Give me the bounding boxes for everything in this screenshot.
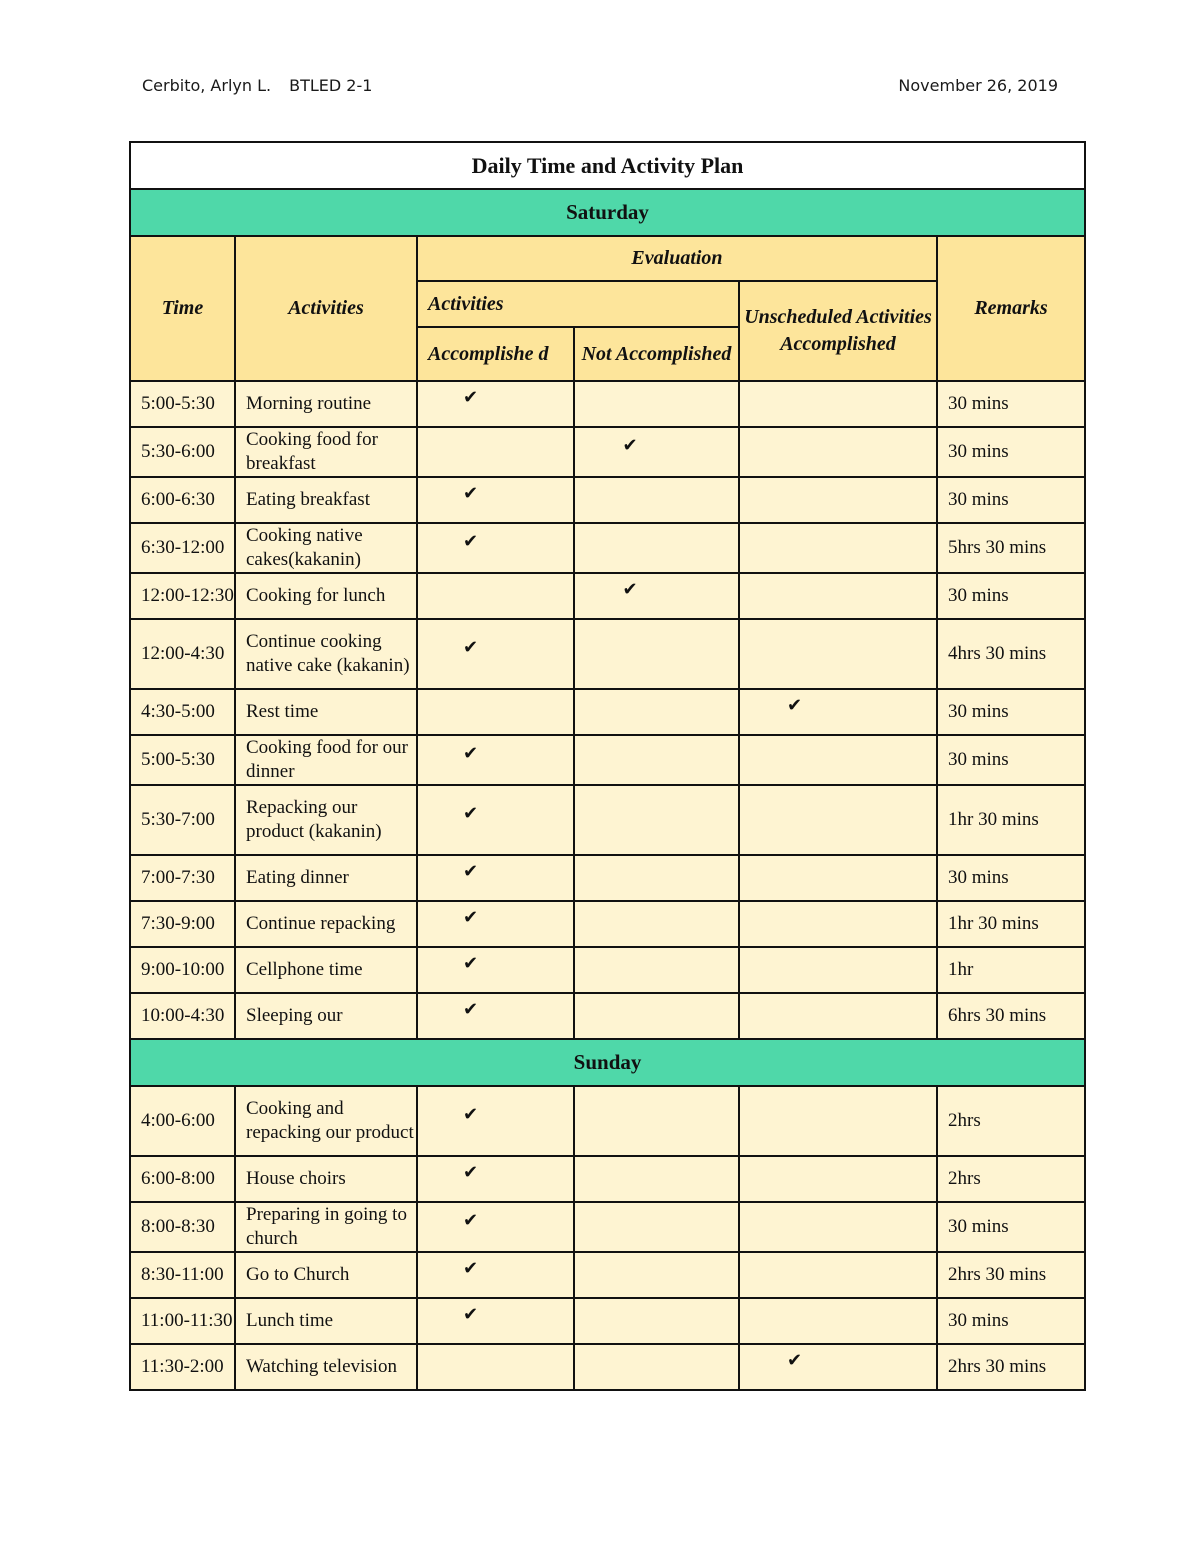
- remarks-cell: 5hrs 30 mins: [937, 523, 1085, 573]
- day-label: Sunday: [130, 1039, 1085, 1086]
- unscheduled-cell: [739, 1252, 937, 1298]
- not-accomplished-header: Not Accomplished: [574, 327, 739, 381]
- table-title: Daily Time and Activity Plan: [130, 142, 1085, 189]
- table-row: [130, 573, 1085, 619]
- accomplished-cell: [417, 1156, 574, 1202]
- table-row: [130, 1344, 1085, 1390]
- not-accomplished-cell: [574, 1086, 739, 1156]
- check-mark-icon: ✔: [462, 1162, 479, 1183]
- check-mark-icon: ✔: [462, 953, 479, 974]
- accomplished-cell: [417, 735, 574, 785]
- time-cell: 8:30-11:00: [130, 1252, 235, 1298]
- activity-cell: Cooking and repacking our product: [235, 1086, 417, 1156]
- activity-cell: Eating breakfast: [235, 477, 417, 523]
- not-accomplished-cell: [574, 735, 739, 785]
- not-accomplished-cell: [574, 785, 739, 855]
- remarks-cell: 30 mins: [937, 477, 1085, 523]
- table-row: [130, 947, 1085, 993]
- student-name: Cerbito, Arlyn L.: [142, 76, 272, 95]
- check-mark-icon: ✔: [462, 803, 479, 824]
- eval-activities-header: Activities: [417, 281, 739, 327]
- time-cell: 11:30-2:00: [130, 1344, 235, 1390]
- remarks-header: Remarks: [937, 236, 1085, 381]
- check-mark-icon: ✔: [622, 579, 638, 600]
- activities-header: Activities: [235, 236, 417, 381]
- unscheduled-cell: [739, 785, 937, 855]
- remarks-cell: 2hrs: [937, 1086, 1085, 1156]
- student-info: [142, 76, 372, 95]
- activity-cell: Eating dinner: [235, 855, 417, 901]
- time-cell: 12:00-4:30: [130, 619, 235, 689]
- check-mark-icon: ✔: [462, 1210, 479, 1231]
- not-accomplished-cell: [574, 689, 739, 735]
- check-mark-icon: ✔: [622, 435, 638, 456]
- remarks-cell: 2hrs 30 mins: [937, 1252, 1085, 1298]
- activity-cell: Preparing in going to church: [235, 1202, 417, 1252]
- unscheduled-cell: [739, 381, 937, 427]
- remarks-cell: 30 mins: [937, 1298, 1085, 1344]
- remarks-cell: 30 mins: [937, 573, 1085, 619]
- unscheduled-cell: [739, 619, 937, 689]
- check-mark-icon: ✔: [462, 861, 479, 882]
- unscheduled-header: Unscheduled Activities Accomplished: [739, 281, 937, 381]
- table-row: [130, 523, 1085, 573]
- remarks-cell: 1hr 30 mins: [937, 785, 1085, 855]
- table-row: [130, 689, 1085, 735]
- check-mark-icon: ✔: [462, 1258, 479, 1279]
- unscheduled-cell: [739, 855, 937, 901]
- not-accomplished-cell: [574, 1344, 739, 1390]
- time-cell: 4:00-6:00: [130, 1086, 235, 1156]
- check-mark-icon: ✔: [462, 483, 479, 504]
- table-row: [130, 855, 1085, 901]
- accomplished-cell: [417, 1086, 574, 1156]
- not-accomplished-cell: [574, 1298, 739, 1344]
- evaluation-header: Evaluation: [417, 236, 937, 281]
- activity-plan-table: [129, 141, 1086, 1391]
- activity-cell: Cooking for lunch: [235, 573, 417, 619]
- check-mark-icon: ✔: [462, 999, 479, 1020]
- activity-cell: Cellphone time: [235, 947, 417, 993]
- time-cell: 5:00-5:30: [130, 381, 235, 427]
- remarks-cell: 30 mins: [937, 427, 1085, 477]
- table-row: [130, 1298, 1085, 1344]
- unscheduled-cell: [739, 1344, 937, 1390]
- check-mark-icon: ✔: [462, 1104, 479, 1125]
- accomplished-cell: [417, 855, 574, 901]
- remarks-cell: 2hrs 30 mins: [937, 1344, 1085, 1390]
- activity-cell: Cooking native cakes(kakanin): [235, 523, 417, 573]
- time-cell: 6:00-8:00: [130, 1156, 235, 1202]
- time-cell: 7:00-7:30: [130, 855, 235, 901]
- time-cell: 6:30-12:00: [130, 523, 235, 573]
- time-cell: 7:30-9:00: [130, 901, 235, 947]
- table-row: [130, 1202, 1085, 1252]
- unscheduled-cell: [739, 993, 937, 1039]
- table-row: [130, 1252, 1085, 1298]
- remarks-cell: 4hrs 30 mins: [937, 619, 1085, 689]
- day-row: [130, 189, 1085, 236]
- not-accomplished-cell: [574, 619, 739, 689]
- activity-cell: Go to Church: [235, 1252, 417, 1298]
- remarks-cell: 1hr 30 mins: [937, 901, 1085, 947]
- unscheduled-cell: [739, 523, 937, 573]
- unscheduled-cell: [739, 1156, 937, 1202]
- check-mark-icon: ✔: [462, 743, 479, 764]
- activity-cell: Cooking food for our dinner: [235, 735, 417, 785]
- activity-cell: Watching television: [235, 1344, 417, 1390]
- activity-cell: Rest time: [235, 689, 417, 735]
- table-row: [130, 1156, 1085, 1202]
- activity-cell: Cooking food for breakfast: [235, 427, 417, 477]
- not-accomplished-cell: [574, 855, 739, 901]
- accomplished-cell: [417, 381, 574, 427]
- time-cell: 4:30-5:00: [130, 689, 235, 735]
- accomplished-cell: [417, 901, 574, 947]
- unscheduled-cell: [739, 947, 937, 993]
- accomplished-cell: [417, 993, 574, 1039]
- unscheduled-cell: [739, 1086, 937, 1156]
- accomplished-cell: [417, 1298, 574, 1344]
- remarks-cell: 2hrs: [937, 1156, 1085, 1202]
- time-cell: 5:00-5:30: [130, 735, 235, 785]
- accomplished-cell: [417, 523, 574, 573]
- check-mark-icon: ✔: [462, 531, 479, 552]
- activity-cell: Continue cooking native cake (kakanin): [235, 619, 417, 689]
- time-cell: 5:30-7:00: [130, 785, 235, 855]
- remarks-cell: 1hr: [937, 947, 1085, 993]
- time-cell: 10:00-4:30: [130, 993, 235, 1039]
- time-header: Time: [130, 236, 235, 381]
- not-accomplished-cell: [574, 573, 739, 619]
- unscheduled-cell: [739, 689, 937, 735]
- not-accomplished-cell: [574, 477, 739, 523]
- table-row: [130, 785, 1085, 855]
- accomplished-cell: [417, 427, 574, 477]
- table-row: [130, 477, 1085, 523]
- time-cell: 8:00-8:30: [130, 1202, 235, 1252]
- not-accomplished-cell: [574, 381, 739, 427]
- not-accomplished-cell: [574, 993, 739, 1039]
- class-section: BTLED 2-1: [289, 76, 373, 95]
- unscheduled-cell: [739, 1298, 937, 1344]
- accomplished-cell: [417, 689, 574, 735]
- unscheduled-cell: [739, 735, 937, 785]
- accomplished-cell: [417, 573, 574, 619]
- not-accomplished-cell: [574, 523, 739, 573]
- remarks-cell: 30 mins: [937, 381, 1085, 427]
- table-row: [130, 1086, 1085, 1156]
- activity-cell: Repacking our product (kakanin): [235, 785, 417, 855]
- unscheduled-cell: [739, 477, 937, 523]
- not-accomplished-cell: [574, 901, 739, 947]
- activity-cell: Sleeping our: [235, 993, 417, 1039]
- table-row: [130, 381, 1085, 427]
- activity-cell: House choirs: [235, 1156, 417, 1202]
- activity-cell: Lunch time: [235, 1298, 417, 1344]
- remarks-cell: 6hrs 30 mins: [937, 993, 1085, 1039]
- unscheduled-cell: [739, 427, 937, 477]
- check-mark-icon: ✔: [786, 695, 803, 716]
- unscheduled-cell: [739, 1202, 937, 1252]
- check-mark-icon: ✔: [462, 1304, 479, 1325]
- accomplished-cell: [417, 1252, 574, 1298]
- check-mark-icon: ✔: [462, 637, 479, 658]
- accomplished-cell: [417, 947, 574, 993]
- table-row: [130, 993, 1085, 1039]
- table-row: [130, 619, 1085, 689]
- not-accomplished-cell: [574, 427, 739, 477]
- accomplished-cell: [417, 1344, 574, 1390]
- time-cell: 5:30-6:00: [130, 427, 235, 477]
- accomplished-cell: [417, 1202, 574, 1252]
- not-accomplished-cell: [574, 1252, 739, 1298]
- check-mark-icon: ✔: [462, 387, 479, 408]
- not-accomplished-cell: [574, 947, 739, 993]
- time-cell: 9:00-10:00: [130, 947, 235, 993]
- remarks-cell: 30 mins: [937, 689, 1085, 735]
- time-cell: 6:00-6:30: [130, 477, 235, 523]
- time-cell: 12:00-12:30: [130, 573, 235, 619]
- check-mark-icon: ✔: [462, 907, 479, 928]
- table-row: [130, 735, 1085, 785]
- remarks-cell: 30 mins: [937, 1202, 1085, 1252]
- time-cell: 11:00-11:30: [130, 1298, 235, 1344]
- day-row: [130, 1039, 1085, 1086]
- remarks-cell: 30 mins: [937, 855, 1085, 901]
- unscheduled-cell: [739, 901, 937, 947]
- page-header: [142, 72, 1058, 100]
- accomplished-cell: [417, 477, 574, 523]
- accomplished-cell: [417, 619, 574, 689]
- check-mark-icon: ✔: [786, 1350, 803, 1371]
- not-accomplished-cell: [574, 1202, 739, 1252]
- accomplished-header: Accomplishe d: [417, 327, 574, 381]
- remarks-cell: 30 mins: [937, 735, 1085, 785]
- accomplished-cell: [417, 785, 574, 855]
- not-accomplished-cell: [574, 1156, 739, 1202]
- unscheduled-cell: [739, 573, 937, 619]
- table-row: [130, 427, 1085, 477]
- document-date: November 26, 2019: [898, 76, 1058, 95]
- day-label: Saturday: [130, 189, 1085, 236]
- activity-cell: Continue repacking: [235, 901, 417, 947]
- activity-cell: Morning routine: [235, 381, 417, 427]
- table-row: [130, 901, 1085, 947]
